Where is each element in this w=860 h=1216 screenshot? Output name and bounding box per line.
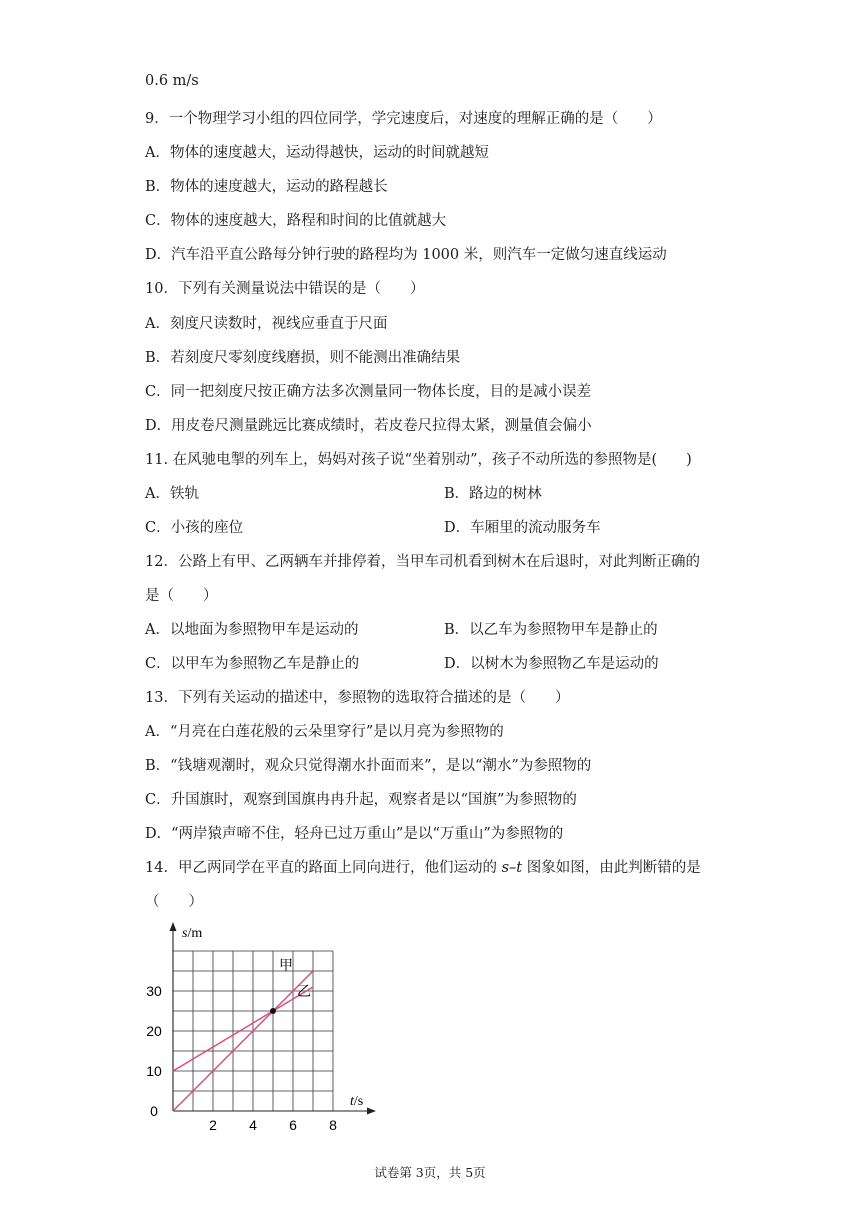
q14-variable: s–t: [501, 860, 523, 876]
q10-option-a: A．刻度尺读数时，视线应垂直于尺面: [145, 316, 388, 332]
q14-text-post: 图象如图，由此判断错的是: [522, 860, 701, 876]
q11-option-d: D．车厢里的流动服务车: [444, 520, 601, 536]
series-jia-line: [173, 971, 313, 1111]
q11-option-b: B．路边的树林: [444, 486, 542, 502]
q12-option-d: D．以树木为参照物乙车是运动的: [444, 656, 659, 672]
x-tick-6: 6: [289, 1117, 297, 1130]
x-tick-8: 8: [329, 1117, 337, 1130]
question-11: 11. 在风驰电掣的列车上，妈妈对孩子说“坐着别动”，孩子不动所选的参照物是( ): [145, 452, 692, 468]
page-footer: 试卷第 3页，共 5页: [374, 1165, 486, 1180]
x-tick-2: 2: [209, 1117, 217, 1130]
q10-option-c: C．同一把刻度尺按正确方法多次测量同一物体长度，目的是减小误差: [145, 384, 592, 400]
y-tick-30: 30: [146, 983, 162, 999]
q14-text-pre: 14．甲乙两同学在平直的路面上同向进行，他们运动的: [145, 860, 502, 876]
question-14-line2: （ ）: [145, 894, 203, 910]
q13-option-a: A．“月亮在白莲花般的云朵里穿行”是以月亮为参照物的: [145, 724, 504, 740]
question-12-line2: 是（ ）: [145, 588, 218, 604]
q9-option-b: B．物体的速度越大，运动的路程越长: [145, 179, 388, 195]
question-12-line1: 12．公路上有甲、乙两辆车并排停着，当甲车司机看到树木在后退时，对此判断正确的: [145, 554, 700, 570]
q10-option-b: B．若刻度尺零刻度线磨损，则不能测出准确结果: [145, 350, 461, 366]
y-tick-20: 20: [146, 1023, 162, 1039]
q13-option-b: B．“钱塘观潮时，观众只觉得潮水扑面而来”，是以“潮水”为参照物的: [145, 758, 592, 774]
q12-option-c: C．以甲车为参照物乙车是静止的: [145, 656, 360, 672]
q13-option-c: C．升国旗时，观察到国旗冉冉升起，观察者是以“国旗”为参照物的: [145, 792, 577, 808]
q12-option-a: A．以地面为参照物甲车是运动的: [145, 622, 359, 638]
question-14-line1: [145, 856, 701, 877]
q12-option-b: B．以乙车为参照物甲车是静止的: [444, 622, 658, 638]
label-yi: 乙: [297, 984, 311, 1000]
y-tick-10: 10: [146, 1063, 162, 1079]
q11-option-c: C．小孩的座位: [145, 520, 244, 536]
x-axis-arrow: [367, 1108, 376, 1115]
question-9: 9．一个物理学习小组的四位同学，学完速度后，对速度的理解正确的是（ ）: [145, 111, 662, 127]
q9-option-c: C．物体的速度越大，路程和时间的比值就越大: [145, 213, 447, 229]
series-yi-line: [173, 987, 313, 1071]
q10-option-d: D．用皮卷尺测量跳远比赛成绩时，若皮卷尺拉得太紧，测量值会偏小: [145, 418, 592, 434]
question-10: 10．下列有关测量说法中错误的是（ ）: [145, 281, 425, 297]
s-t-graph: [138, 918, 388, 1130]
q13-option-d: D．“两岸猿声啼不住，轻舟已过万重山”是以“万重山”为参照物的: [145, 826, 564, 842]
q9-option-d: D．汽车沿平直公路每分钟行驶的路程均为 1000 米，则汽车一定做匀速直线运动: [145, 247, 667, 263]
label-jia: 甲: [279, 958, 293, 974]
y-axis-arrow: [170, 922, 177, 931]
y-axis-label: s/m: [182, 926, 203, 941]
q9-option-a: A．物体的速度越大，运动得越快，运动的时间就越短: [145, 145, 489, 161]
intersection-point: [270, 1008, 276, 1014]
y-tick-0: 0: [150, 1103, 158, 1119]
x-tick-4: 4: [249, 1117, 257, 1130]
answer-fragment: 0.6 m/s: [145, 73, 199, 89]
question-13: 13．下列有关运动的描述中，参照物的选取符合描述的是（ ）: [145, 690, 570, 706]
x-axis-label: t/s: [350, 1094, 364, 1109]
q11-option-a: A．铁轨: [145, 486, 199, 502]
